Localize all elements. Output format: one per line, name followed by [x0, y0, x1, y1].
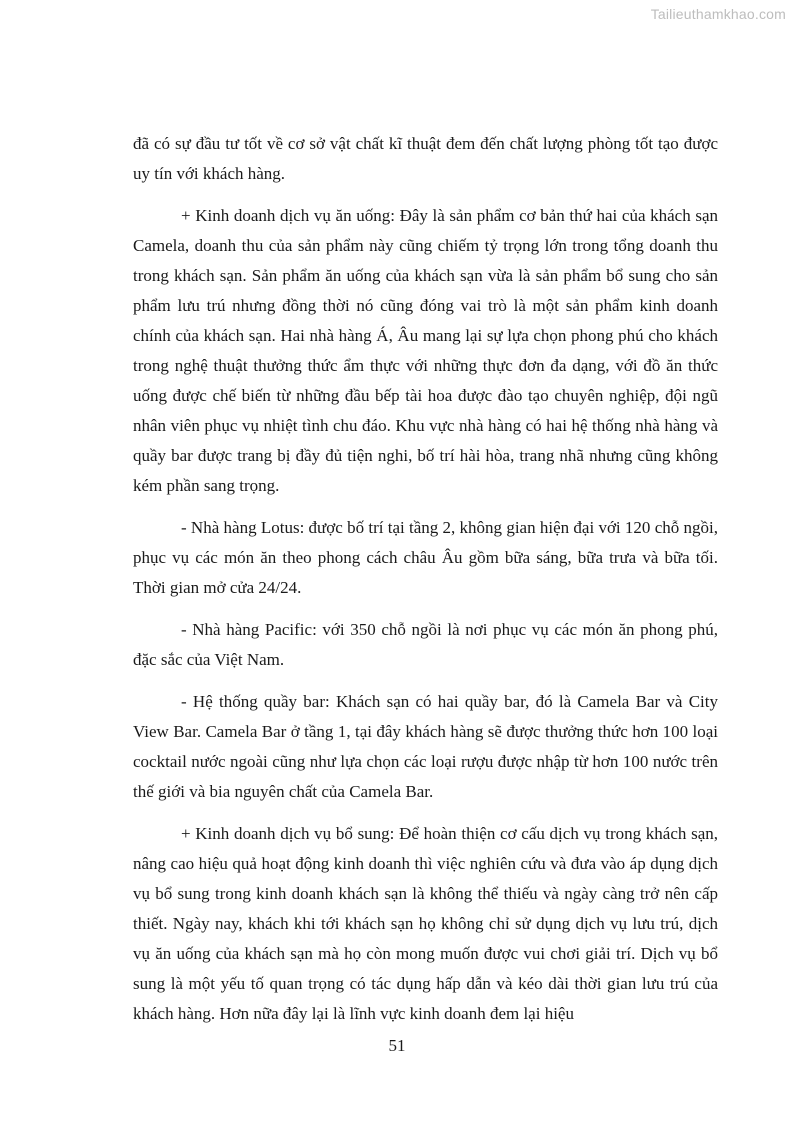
paragraph-lotus-restaurant: - Nhà hàng Lotus: được bố trí tại tầng 2, không gian hiện đại với 120 chỗ ngồi, phục vụ các món ăn theo phong cách châu Âu gồm bữa sáng, bữa trưa và bữa tối. Thời gian mở cửa 24/24.: [133, 518, 718, 597]
watermark-text: Tailieuthamkhao.com: [650, 6, 786, 22]
paragraph-bar-system: - Hệ thống quầy bar: Khách sạn có hai quầy bar, đó là Camela Bar và City View Bar. Camela Bar ở tầng 1, tại đây khách hàng sẽ được thưởng thức hơn 100 loại cocktail nước ngoài cũng như lựa chọn các loại rượu được nhập từ hơn 100 nước trên thế giới và bia nguyên chất của Camela Bar.: [133, 692, 718, 801]
document-body: [133, 129, 718, 1041]
paragraph-additional-services: + Kinh doanh dịch vụ bổ sung: Để hoàn thiện cơ cấu dịch vụ trong khách sạn, nâng cao hiệu quả hoạt động kinh doanh thì việc nghiên cứu và đưa vào áp dụng dịch vụ bổ sung trong kinh doanh khách sạn là không thể thiếu và ngày càng trở nên cấp thiết. Ngày nay, khách khi tới khách sạn họ không chỉ sử dụng dịch vụ lưu trú, dịch vụ ăn uống của khách sạn mà họ còn mong muốn được vui chơi giải trí. Dịch vụ bổ sung là một yếu tố quan trọng có tác dụng hấp dẫn và kéo dài thời gian lưu trú của khách hàng. Hơn nữa đây lại là lĩnh vực kinh doanh đem lại hiệu: [133, 824, 718, 1023]
page-number: 51: [388, 1036, 406, 1055]
paragraph-continuation: đã có sự đầu tư tốt về cơ sở vật chất kĩ thuật đem đến chất lượng phòng tốt tạo được uy tín với khách hàng.: [133, 134, 718, 183]
paragraph-food-service: + Kinh doanh dịch vụ ăn uống: Đây là sản phẩm cơ bản thứ hai của khách sạn Camela, doanh thu của sản phẩm này cũng chiếm tỷ trọng lớn trong tổng doanh thu trong khách sạn. Sản phẩm ăn uống của khách sạn vừa là sản phẩm bổ sung cho sản phẩm lưu trú nhưng đồng thời nó cũng đóng vai trò là một sản phẩm kinh doanh chính của khách sạn. Hai nhà hàng Á, Âu mang lại sự lựa chọn phong phú cho khách trong nghệ thuật thưởng thức ẩm thực với những thực đơn đa dạng, với đồ ăn thức uống được chế biến từ những đầu bếp tài hoa được đào tạo chuyên nghiệp, đội ngũ nhân viên phục vụ nhiệt tình chu đáo. Khu vực nhà hàng có hai hệ thống nhà hàng và quầy bar được trang bị đầy đủ tiện nghi, bố trí hài hòa, trang nhã nhưng cũng không kém phần sang trọng.: [133, 206, 718, 495]
paragraph-pacific-restaurant: - Nhà hàng Pacific: với 350 chỗ ngồi là nơi phục vụ các món ăn phong phú, đặc sắc của Việt Nam.: [133, 620, 718, 669]
